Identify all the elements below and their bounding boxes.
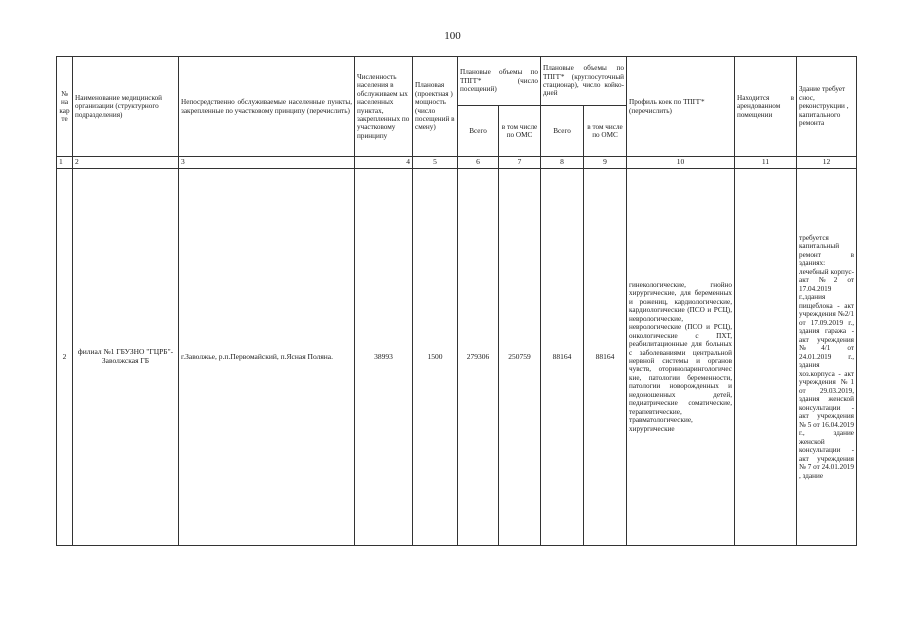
row-visits-total: 279306 <box>458 169 499 546</box>
colnum-5: 5 <box>413 157 458 169</box>
header-repair: Здание требует снос, реконструкции , капитального ремонта <box>797 57 857 157</box>
hospital-table <box>56 56 857 546</box>
header-beddays-oms: в том числе по ОМС <box>584 106 627 157</box>
colnum-1: 1 <box>57 157 73 169</box>
header-capacity: Плановая (проектная ) мощность (число посещений в смену) <box>413 57 458 157</box>
table-row <box>57 169 857 546</box>
page-number: 100 <box>444 30 461 42</box>
colnum-4: 4 <box>355 157 413 169</box>
colnum-8: 8 <box>541 157 584 169</box>
row-org-name: филиал №1 ГБУЗНО "ГЦРБ"-Заволжская ГБ <box>73 169 179 546</box>
header-org-name: Наименование медицинской организации (структурного подразделения) <box>73 57 179 157</box>
row-bed-profiles: гинекологические, гнойно хирургические, для беременных и рожениц, кардиологические, кардиологические (ПСО и РСЦ), неврологические, неврологические (ПСО и РСЦ), онкологические с ПХТ, реабилитационные для больных с заболеваниями центральной нервной системы и органов чувств, оториноларингологичес кие, патологии беременности, патологии новорожденных и недоношенных детей, педиатрические соматические, терапевтические, травматологические, хирургические <box>627 169 735 546</box>
colnum-10: 10 <box>627 157 735 169</box>
row-repair-note: требуется капитальный ремонт в зданиях: лечебный корпус-акт №2 от 17.04.2019 г.,здания пищеблока - акт учреждения №2/1 от 17.09.2019 г., здания гаража - акт учреждения №4/1 от 24.01.2019 г., здания хоз.корпуса - акт учреждения №1 от 29.03.2019, здания женской консультации - акт учреждения № 5 от 16.04.2019 г., здание женской консультации - акт учреждения № 7 от 24.01.2019 , здание <box>797 169 857 546</box>
header-visits: Плановые объемы по ТПГГ* (число посещений) <box>458 57 541 106</box>
row-beddays-total: 88164 <box>541 169 584 546</box>
header-visits-oms: в том числе по ОМС <box>499 106 541 157</box>
row-rented <box>735 169 797 546</box>
row-beddays-oms: 88164 <box>584 169 627 546</box>
colnum-7: 7 <box>499 157 541 169</box>
header-visits-total: Всего <box>458 106 499 157</box>
header-rented: Находится в арендованном помещении <box>735 57 797 157</box>
colnum-9: 9 <box>584 157 627 169</box>
row-visits-oms: 250759 <box>499 169 541 546</box>
column-number-row <box>57 157 857 169</box>
colnum-6: 6 <box>458 157 499 169</box>
row-localities: г.Заволжье, р.п.Первомайский, п.Ясная Поляна. <box>179 169 355 546</box>
header-population: Численность населения в обслуживаем ых населенных пунктах, закрепленных по участковому принципу <box>355 57 413 157</box>
row-number: 2 <box>57 169 73 546</box>
header-beddays-total: Всего <box>541 106 584 157</box>
header-profiles: Профиль коек по ТПГГ* (перечислить) <box>627 57 735 157</box>
colnum-11: 11 <box>735 157 797 169</box>
row-capacity: 1500 <box>413 169 458 546</box>
header-row-1 <box>57 57 857 106</box>
header-localities: Непосредственно обслуживаемые населенные пункты, закрепленные по участковому принципу (перечислить) <box>179 57 355 157</box>
colnum-12: 12 <box>797 157 857 169</box>
header-beddays: Плановые объемы по ТПГГ* (круглосуточный стационар), число койко-дней <box>541 57 627 106</box>
row-population: 38993 <box>355 169 413 546</box>
colnum-3: 3 <box>179 157 355 169</box>
header-number: № на кар те <box>57 57 73 157</box>
colnum-2: 2 <box>73 157 179 169</box>
